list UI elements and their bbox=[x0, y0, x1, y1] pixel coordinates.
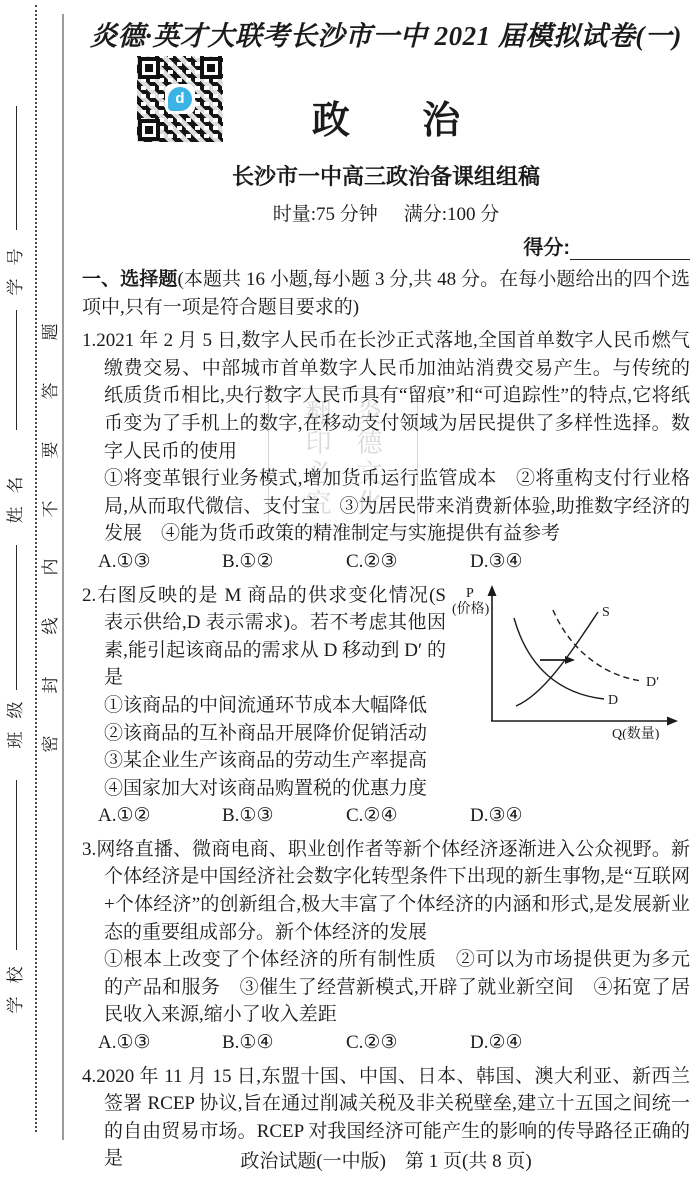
option-a: A.①③ bbox=[98, 1032, 151, 1054]
option-d: D.③④ bbox=[470, 805, 523, 827]
qr-logo-d-icon: d bbox=[168, 87, 192, 111]
school-field bbox=[5, 780, 29, 1020]
seal-sidebar bbox=[0, 0, 82, 1190]
demand-shift-curve-label: D′ bbox=[646, 674, 660, 690]
question-2-number: 2. bbox=[82, 584, 97, 606]
score-label: 得分: bbox=[523, 237, 570, 259]
section-note: (本题共 16 小题,每小题 3 分,共 48 分。在每小题给出的四个选项中,只有一项是符合题目要求的) bbox=[82, 269, 690, 318]
option-d: D.③④ bbox=[470, 550, 523, 572]
full-score-text: 满分:100 分 bbox=[403, 204, 500, 225]
option-c: C.②③ bbox=[346, 1032, 398, 1054]
class-field bbox=[5, 545, 29, 755]
question-1-number: 1. bbox=[82, 330, 97, 352]
question-3-stem: 3.网络直播、微商电商、职业创作者等新个体经济逐渐进入公众视野。新个体经济是中国经济社会数字化转型条件下出现的新生事物,是“互联网+个体经济”的创新组合,极大丰富了个体经济的内涵和形式,是发展新业态的重要组成部分。新个体经济的发展 bbox=[82, 838, 690, 943]
student-id-field bbox=[5, 106, 29, 302]
score-blank-line bbox=[570, 234, 690, 260]
school-label: 校 学 bbox=[6, 966, 25, 1014]
subject-title: 政治 bbox=[311, 100, 533, 142]
section-heading bbox=[82, 266, 690, 321]
exam-page bbox=[82, 8, 690, 1173]
option-b: B.①④ bbox=[222, 1032, 274, 1054]
question-1-items: ①将变革银行业务模式,增加货币运行监管成本 ②将重构支付行业格局,从而取代微信、支付宝 ③为居民带来消费新体验,助推数字经济的发展 ④能为货币政策的精准制定与实施提供有益参考 bbox=[104, 468, 690, 545]
question-3-options bbox=[98, 1029, 690, 1057]
option-c: C.②③ bbox=[346, 550, 398, 572]
qr-finder-icon bbox=[138, 57, 160, 79]
y-axis-letter: P bbox=[466, 585, 474, 601]
x-axis-label: Q(数量) bbox=[612, 726, 660, 740]
option-b: B.①③ bbox=[222, 805, 274, 827]
qr-logo-badge bbox=[165, 84, 195, 114]
question-1 bbox=[82, 327, 690, 575]
duration-score-line bbox=[82, 199, 690, 226]
option-a: A.①③ bbox=[98, 550, 151, 572]
demand-curve-label: D bbox=[608, 692, 619, 708]
seal-solid-line bbox=[62, 14, 64, 1140]
supply-demand-chart bbox=[452, 582, 690, 740]
student-name-blank-line bbox=[16, 310, 29, 430]
student-name-field bbox=[5, 310, 29, 530]
supply-curve-label: S bbox=[602, 604, 610, 620]
page-footer: 政治试题(一中版) 第 1 页(共 8 页) bbox=[240, 1151, 532, 1172]
question-4-number: 4. bbox=[82, 1065, 97, 1087]
question-1-stem: 1.2021 年 2 月 5 日,数字人民币在长沙正式落地,全国首单数字人民币燃气缴费交易、中部城市首单数字人民币加油站消费交易产生。与传统的纸质货币相比,央行数字人民币具有“留痕”和“可追踪性”的特点,它将纸币变为了手机上的数字,在移动支付领域为居民提供了多样性选择。数字人民币的使用 bbox=[82, 330, 690, 462]
y-axis-unit: (价格) bbox=[452, 601, 490, 617]
organizer-line: 长沙市一中高三政治备课组组稿 bbox=[231, 164, 540, 189]
seal-warning-text: 题 答 要 不 内 线 封 密 bbox=[41, 323, 60, 753]
class-blank-line bbox=[16, 545, 29, 690]
question-2-item-4: ④国家加大对该商品购置税的优惠力度 bbox=[104, 777, 428, 799]
student-id-label: 号 学 bbox=[6, 248, 25, 296]
question-2 bbox=[82, 582, 690, 830]
question-2-item-1: ①该商品的中间流通环节成本大幅降低 bbox=[104, 694, 428, 716]
question-3 bbox=[82, 836, 690, 1057]
student-id-blank-line bbox=[16, 106, 29, 230]
score-row bbox=[82, 230, 690, 260]
option-c: C.②④ bbox=[346, 805, 398, 827]
question-2-stem: 2.右图反映的是 M 商品的供求变化情况(S 表示供给,D 表示需求)。若不考虑其他因素,能引起该商品的需求从 D 移动到 D′ 的是 bbox=[82, 584, 446, 689]
question-2-item-3: ③某企业生产该商品的劳动生产率提高 bbox=[104, 750, 428, 772]
qr-finder-icon bbox=[138, 119, 160, 141]
duration-text: 时量:75 分钟 bbox=[272, 204, 378, 225]
question-2-item-2: ②该商品的互补商品开展降价促销活动 bbox=[104, 722, 428, 744]
option-a: A.①② bbox=[98, 805, 151, 827]
exam-series-title: 炎德·英才大联考长沙市一中 2021 届模拟试卷(一) bbox=[90, 21, 682, 51]
student-name-label: 名 姓 bbox=[6, 476, 25, 524]
question-3-items: ①根本上改变了个体经济的所有制性质 ②可以为市场提供更为多元的产品和服务 ③催生了经营新模式,开辟了就业新空间 ④拓宽了居民收入来源,缩小了收入差距 bbox=[104, 949, 690, 1026]
question-2-options bbox=[98, 802, 690, 830]
question-4-stem: 4.2020 年 11 月 15 日,东盟十国、中国、日本、韩国、澳大利亚、新西兰签署 RCEP 协议,旨在通过削减关税及非关税壁垒,建立十五国之间统一的自由贸易市场。RCEP 对我国经济可能产生的影响的传导路径正确的是 bbox=[82, 1065, 690, 1170]
watermark-line-1: 炎德文化 bbox=[353, 399, 383, 519]
school-blank-line bbox=[16, 780, 29, 950]
qr-finder-icon bbox=[200, 57, 222, 79]
class-label: 级 班 bbox=[6, 701, 25, 749]
option-d: D.②④ bbox=[470, 1032, 523, 1054]
section-title: 一、选择题 bbox=[82, 269, 178, 290]
watermark-line-2: 翻印必究 bbox=[302, 399, 332, 519]
qr-code bbox=[137, 56, 223, 142]
question-1-options bbox=[98, 548, 690, 576]
question-3-number: 3. bbox=[82, 838, 97, 860]
seal-dotted-line bbox=[35, 5, 37, 1132]
option-b: B.①② bbox=[222, 550, 274, 572]
